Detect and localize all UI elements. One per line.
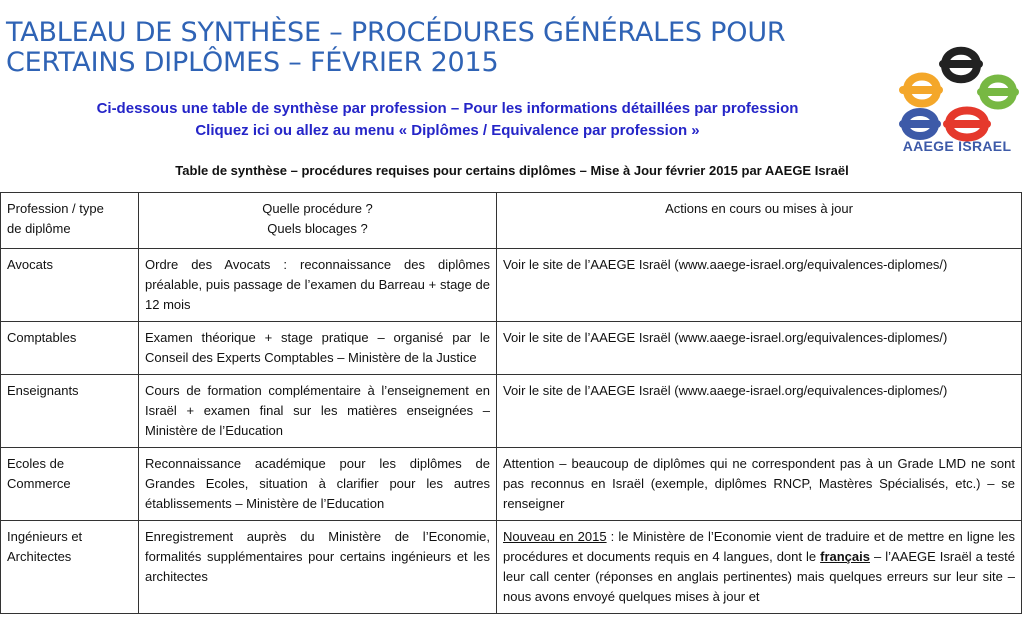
row-profession: Enseignants [1,375,139,448]
logo-text: AAEGE ISRAEL [902,138,1012,154]
logo-glyph-orange [903,77,939,104]
page-title [6,18,785,78]
row-actions: Attention – beaucoup de diplômes qui ne correspondent pas à un Grade LMD ne sont pas reconnus en Israël (exemple, diplômes RNCP, Mastères Spécialisés, etc.) – se renseigner [497,448,1022,521]
logo-glyph-black [943,51,979,80]
table-row [1,521,1022,614]
row-procedure: Examen théorique + stage pratique – organisé par le Conseil des Experts Comptables – Ministère de la Justice [139,322,497,375]
table-row [1,322,1022,375]
row-profession: Avocats [1,249,139,322]
row-profession: Comptables [1,322,139,375]
logo-glyph-red [947,111,987,138]
row-procedure: Reconnaissance académique pour les diplômes de Grandes Ecoles, situation à clarifier pour les autres établissements – Ministère de l’Education [139,448,497,521]
subtitle-line-2-rest: ou allez au menu « Diplômes / Equivalence par profession » [269,122,700,139]
row-actions: Voir le site de l’AAEGE Israël (www.aaege-israel.org/equivalences-diplomes/) [497,249,1022,322]
logo-glyph-green [981,79,1015,106]
row-profession: Ecoles de Commerce [1,448,139,521]
logo-glyph-blue [903,112,937,136]
table-row [1,375,1022,448]
row-profession: Ingénieurs et Architectes [1,521,139,614]
row-actions: Nouveau en 2015 : le Ministère de l’Economie vient de traduire et de mettre en ligne les procédures et documents requis en 4 langues, dont le français – l’AAEGE Israël a testé leur call center (réponses en anglais pertinentes) mais quelques erreurs sur leur site – nous avons envoyé quelques mises à jour et [497,521,1022,614]
row-procedure: Ordre des Avocats : reconnaissance des diplômes préalable, puis passage de l’examen du Barreau + stage de 12 mois [139,249,497,322]
header-profession: Profession / type de diplôme [1,193,139,249]
row-actions: Voir le site de l’AAEGE Israël (www.aaege-israel.org/equivalences-diplomes/) [497,375,1022,448]
table-row [1,249,1022,322]
row-procedure: Cours de formation complémentaire à l’enseignement en Israël + examen final sur les matières enseignées – Ministère de l’Education [139,375,497,448]
table-header-row [1,193,1022,249]
subtitle-line-1: Ci-dessous une table de synthèse par profession – Pour les informations détaillées par profession [96,100,799,117]
subtitle [0,98,895,142]
header-procedure: Quelle procédure ? Quels blocages ? [139,193,497,249]
row-procedure: Enregistrement auprès du Ministère de l’Economie, formalités supplémentaires pour certains ingénieurs et les architectes [139,521,497,614]
subtitle-line-2 [0,120,895,142]
french-emphasis: français [820,549,870,564]
title-line-2: CERTAINS DIPLÔMES – FÉVRIER 2015 [6,47,499,78]
new-2015-label: Nouveau en 2015 [503,529,607,544]
row-actions: Voir le site de l’AAEGE Israël (www.aaege-israel.org/equivalences-diplomes/) [497,322,1022,375]
table-caption: Table de synthèse – procédures requises pour certains diplômes – Mise à Jour février 2015 par AAEGE Israël [175,163,849,178]
aaege-logo [893,20,1021,156]
header-actions: Actions en cours ou mises à jour [497,193,1022,249]
table-row [1,448,1022,521]
click-here-link[interactable]: Cliquez ici [195,122,270,139]
synthesis-table [0,192,1022,614]
title-line-1: TABLEAU DE SYNTHÈSE – PROCÉDURES GÉNÉRALES POUR [6,17,786,48]
